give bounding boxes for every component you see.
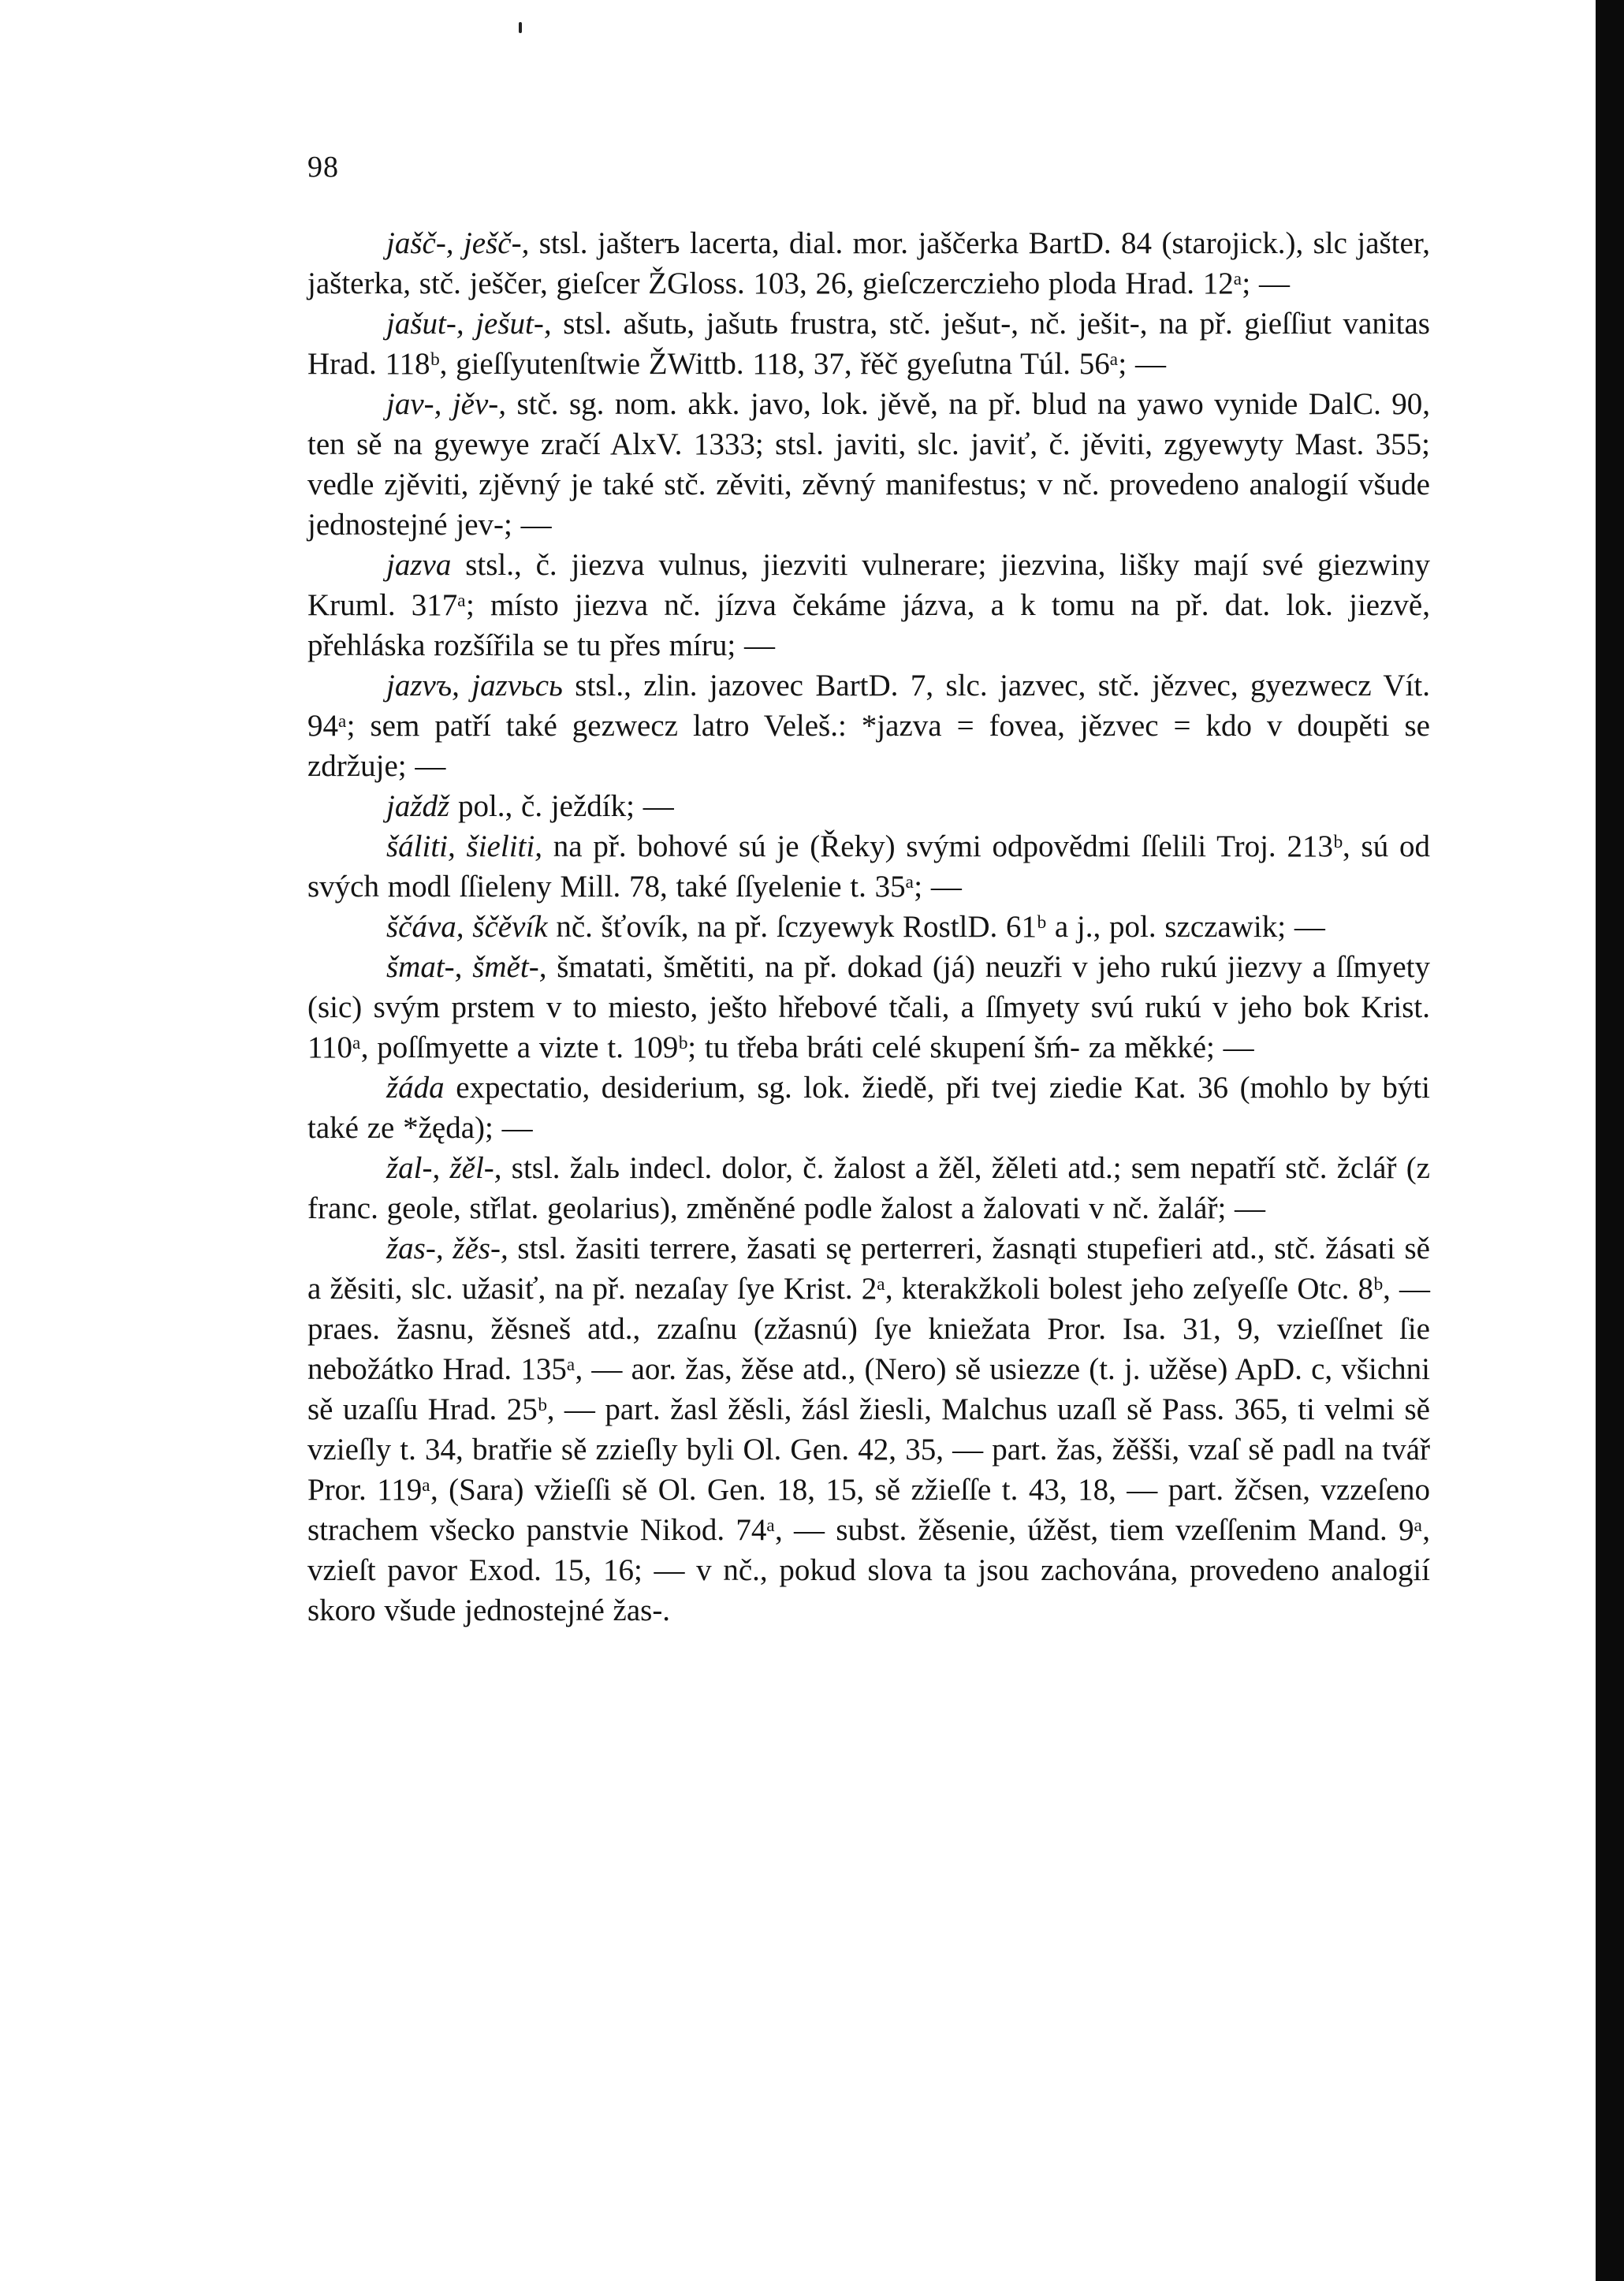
entry-head: šáliti, šieliti, — [386, 829, 542, 863]
entry-zal — [307, 1148, 1430, 1228]
entry-head: žáda — [386, 1071, 445, 1105]
entry-zada — [307, 1068, 1430, 1148]
entry-head: jašut-, ješut-, — [386, 307, 552, 341]
entry-text: šmatati, šmětiti, na př. dokad (já) neuzři v jeho rukú jiezvy a ſſmyety (sic) svým prstem v to miesto, ješto hřebové tčali, a ſſmyety svú rukú v jeho bok Krist. 110ᵃ, poſſmyette a vizte t. 109ᵇ; tu třeba bráti celé skupení šḿ- za měkké; — — [307, 950, 1430, 1064]
entry-jazdz — [307, 786, 1430, 826]
entry-text: na př. bohové sú je (Řeky) svými odpovědmi ſſelili Troj. 213ᵇ, sú od svých modl ſſieleny Mill. 78, také ſſyelenie t. 35ᵃ; — — [307, 829, 1431, 904]
entry-head: ščáva, ščěvík — [386, 910, 548, 944]
scan-speck — [519, 22, 522, 33]
entry-saliti — [307, 826, 1430, 907]
entry-head: jaždž — [386, 789, 450, 823]
entry-text: stsl. žasiti terrere, žasati sę perterreri, žasnąti stupefieri atd., stč. žásati sě a žěsiti, slc. užasiť, na př. nezaſay ſye Krist. 2ᵃ, kterakžkoli bolest jeho zeſyeſſe Otc. 8ᵇ, — praes. žasnu, žěsneš atd., zzaſnu (zžasnú) ſye kniežata Pror. Isa. 31, 9, vzieſſnet ſie nebožátko Hrad. 135ᵃ, — aor. žas, žěse atd., (Nero) sě usiezze (t. j. užěse) ApD. c, všichni sě uzaſſu Hrad. 25ᵇ, — part. žasl žěsli, žásl žiesli, Malchus uzaſl sě Pass. 365, ti velmi sě vzieſly t. 34, bratřie sě zzieſly byli Ol. Gen. 42, 35, — part. žas, žěšši, vzaſ sě padl na tvář Pror. 119ᵃ, (Sara) vžieſſi sě Ol. Gen. 18, 15, sě zžieſſe t. 43, 18, — part. žčsen, vzzeſeno strachem všecko panstvie Nikod. 74ᵃ, — subst. žěsenie, úžěst, tiem vzeſſenim Mand. 9ᵃ, vzieſt pavor Exod. 15, 16; — v nč., pokud slova ta jsou zachována, provedeno analogií skoro všude jednostejné žas-. — [307, 1232, 1430, 1627]
page-number: 98 — [307, 151, 339, 184]
entry-smat — [307, 947, 1430, 1068]
entry-head: žas-, žěs-, — [386, 1232, 508, 1265]
entry-text: stsl. žalь indecl. dolor, č. žalost a žěl, žěleti atd.; sem nepatří stč. žclář (z franc. geole, střlat. geolarius), změněné podle žalost a žalovati v nč. žalář; — — [307, 1151, 1430, 1225]
entry-scava — [307, 907, 1430, 947]
entry-text: stsl., č. jiezva vulnus, jiezviti vulnerare; jiezvina, lišky mají své giezwiny Kruml. 317ᵃ; místo jiezva nč. jízva čekáme jázva, a k tomu na př. dat. lok. jiezvě, přehláska rozšířila se tu přes míru; — — [307, 548, 1430, 662]
entry-text: stč. sg. nom. akk. javo, lok. jěvě, na př. blud na yawo vynide DalC. 90, ten sě na gyewye zračí AlxV. 1333; stsl. javiti, slc. javiť, č. jěviti, zgyewyty Mast. 355; vedle zjěviti, zjěvný je také stč. zěviti, zěvný manifestus; v nč. provedeno analogií všude jednostejné jev-; — — [307, 387, 1431, 542]
entry-text: stsl. jašterъ lacerta, dial. mor. jaščerka BartD. 84 (starojick.), slc jašter, jašterka, stč. ješčer, gieſcer ŽGloss. 103, 26, gieſczerczieho ploda Hrad. 12ᵃ; — — [307, 226, 1430, 300]
dictionary-entries — [307, 223, 1430, 1631]
scan-border — [1596, 0, 1624, 2281]
entry-head: jav-, jěv-, — [386, 387, 507, 421]
entry-text: nč. šťovík, na př. ſczyewyk RostlD. 61ᵇ a j., pol. szczawik; — — [547, 910, 1325, 944]
entry-head: žal-, žěl-, — [386, 1151, 502, 1185]
entry-head: šmat-, šmět-, — [386, 950, 547, 984]
entry-text: stsl., zlin. jazovec BartD. 7, slc. jazvec, stč. jězvec, gyezwecz Vít. 94ᵃ; sem patří také gezwecz latro Veleš.: *jazva = fovea, jězvec = kdo v doupěti se zdržuje; — — [307, 669, 1430, 783]
entry-text: expectatio, desiderium, sg. lok. žiedě, při tvej ziedie Kat. 36 (mohlo by býti také ze *žęda); — — [307, 1071, 1430, 1145]
entry-jav — [307, 384, 1430, 545]
entry-jasc — [307, 223, 1430, 304]
entry-head: jašč-, ješč-, — [386, 226, 530, 260]
entry-jasut — [307, 304, 1430, 384]
entry-zas — [307, 1228, 1430, 1631]
entry-head: jazva — [386, 548, 452, 582]
entry-head: jazvъ, jazvьcь — [386, 669, 563, 703]
entry-jazv — [307, 665, 1430, 786]
entry-text: stsl. ašutь, jašutь frustra, stč. ješut-, nč. ješit-, na př. gieſſiut vanitas Hrad. 118ᵇ, gieſſyutenſtwie ŽWittb. 118, 37, řěč gyeſutna Túl. 56ᵃ; — — [307, 307, 1430, 381]
entry-jazva — [307, 545, 1430, 665]
entry-text: pol., č. ježdík; — — [449, 789, 674, 823]
